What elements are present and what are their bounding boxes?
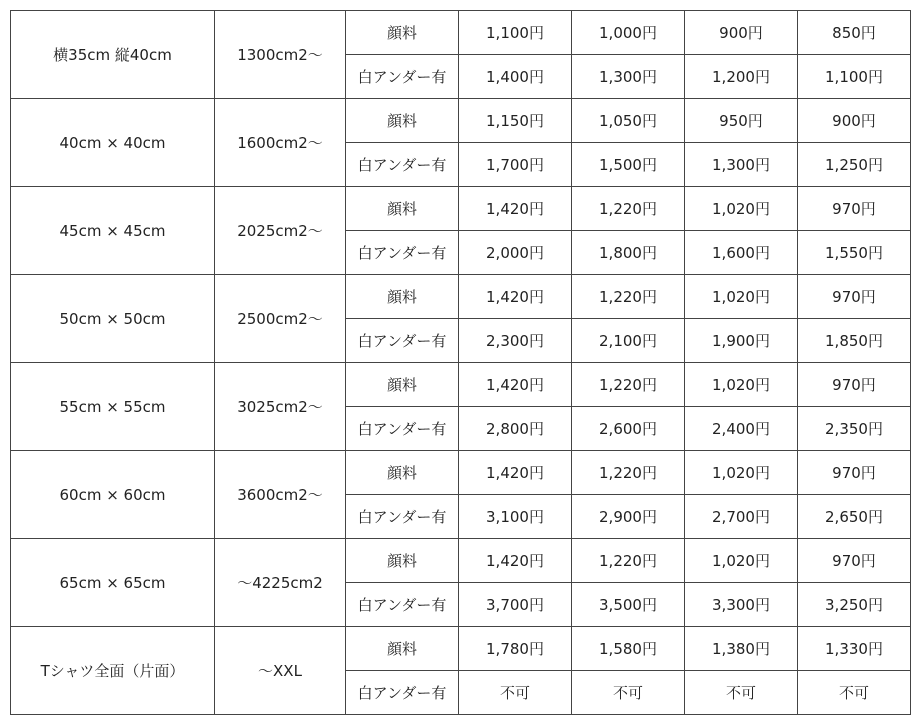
price-cell: 2,650円	[798, 495, 911, 539]
area-cell: 1300cm2〜	[215, 11, 346, 99]
price-cell: 1,420円	[459, 539, 572, 583]
price-cell: 1,020円	[685, 539, 798, 583]
price-cell: 1,020円	[685, 187, 798, 231]
price-cell: 3,100円	[459, 495, 572, 539]
ink-type-cell: 顔料	[346, 275, 459, 319]
table-row-pigment	[11, 11, 911, 55]
price-cell: 1,220円	[572, 187, 685, 231]
price-cell: 1,800円	[572, 231, 685, 275]
price-cell: 1,420円	[459, 275, 572, 319]
price-cell: 1,700円	[459, 143, 572, 187]
price-cell: 1,220円	[572, 275, 685, 319]
table-row-pigment	[11, 99, 911, 143]
price-cell: 3,700円	[459, 583, 572, 627]
price-cell: 1,020円	[685, 275, 798, 319]
ink-type-cell: 白アンダー有	[346, 583, 459, 627]
area-cell: 2500cm2〜	[215, 275, 346, 363]
price-cell: 2,800円	[459, 407, 572, 451]
ink-type-cell: 顔料	[346, 11, 459, 55]
table-row-pigment	[11, 187, 911, 231]
ink-type-cell: 顔料	[346, 363, 459, 407]
ink-type-cell: 顔料	[346, 539, 459, 583]
price-cell: 1,780円	[459, 627, 572, 671]
size-cell: 横35cm 縦40cm	[11, 11, 215, 99]
price-cell: 1,020円	[685, 363, 798, 407]
area-cell: 2025cm2〜	[215, 187, 346, 275]
price-cell: 3,500円	[572, 583, 685, 627]
price-cell: 950円	[685, 99, 798, 143]
price-cell: 不可	[572, 671, 685, 715]
price-cell: 1,420円	[459, 451, 572, 495]
price-cell: 1,220円	[572, 363, 685, 407]
size-cell: 45cm × 45cm	[11, 187, 215, 275]
price-table-body	[11, 11, 911, 715]
price-cell: 1,850円	[798, 319, 911, 363]
table-row-pigment	[11, 363, 911, 407]
area-cell: 3600cm2〜	[215, 451, 346, 539]
price-cell: 2,400円	[685, 407, 798, 451]
price-cell: 850円	[798, 11, 911, 55]
price-table	[10, 10, 911, 715]
table-row-pigment	[11, 627, 911, 671]
ink-type-cell: 白アンダー有	[346, 671, 459, 715]
price-cell: 900円	[798, 99, 911, 143]
size-cell: Tシャツ全面（片面）	[11, 627, 215, 715]
ink-type-cell: 顔料	[346, 451, 459, 495]
size-cell: 60cm × 60cm	[11, 451, 215, 539]
area-cell: 1600cm2〜	[215, 99, 346, 187]
price-cell: 不可	[685, 671, 798, 715]
price-cell: 1,300円	[685, 143, 798, 187]
price-cell: 1,020円	[685, 451, 798, 495]
price-cell: 1,220円	[572, 451, 685, 495]
price-cell: 1,000円	[572, 11, 685, 55]
price-cell: 1,250円	[798, 143, 911, 187]
price-cell: 1,150円	[459, 99, 572, 143]
ink-type-cell: 白アンダー有	[346, 231, 459, 275]
price-cell: 2,000円	[459, 231, 572, 275]
price-cell: 970円	[798, 187, 911, 231]
price-cell: 970円	[798, 539, 911, 583]
price-cell: 不可	[798, 671, 911, 715]
ink-type-cell: 白アンダー有	[346, 319, 459, 363]
size-cell: 50cm × 50cm	[11, 275, 215, 363]
price-cell: 970円	[798, 451, 911, 495]
price-cell: 1,420円	[459, 363, 572, 407]
table-row-pigment	[11, 275, 911, 319]
ink-type-cell: 白アンダー有	[346, 143, 459, 187]
price-cell: 2,900円	[572, 495, 685, 539]
price-cell: 1,400円	[459, 55, 572, 99]
table-row-pigment	[11, 451, 911, 495]
price-cell: 不可	[459, 671, 572, 715]
price-cell: 1,220円	[572, 539, 685, 583]
ink-type-cell: 顔料	[346, 627, 459, 671]
area-cell: 〜XXL	[215, 627, 346, 715]
price-cell: 1,420円	[459, 187, 572, 231]
price-cell: 1,100円	[459, 11, 572, 55]
price-cell: 900円	[685, 11, 798, 55]
price-cell: 2,350円	[798, 407, 911, 451]
price-cell: 1,300円	[572, 55, 685, 99]
price-cell: 1,100円	[798, 55, 911, 99]
price-cell: 3,250円	[798, 583, 911, 627]
size-cell: 65cm × 65cm	[11, 539, 215, 627]
price-cell: 3,300円	[685, 583, 798, 627]
table-row-pigment	[11, 539, 911, 583]
price-cell: 1,580円	[572, 627, 685, 671]
price-cell: 1,600円	[685, 231, 798, 275]
price-cell: 2,100円	[572, 319, 685, 363]
price-cell: 970円	[798, 275, 911, 319]
price-cell: 1,900円	[685, 319, 798, 363]
price-cell: 1,380円	[685, 627, 798, 671]
area-cell: 〜4225cm2	[215, 539, 346, 627]
price-cell: 970円	[798, 363, 911, 407]
size-cell: 55cm × 55cm	[11, 363, 215, 451]
ink-type-cell: 顔料	[346, 99, 459, 143]
price-cell: 1,330円	[798, 627, 911, 671]
price-cell: 1,050円	[572, 99, 685, 143]
price-cell: 1,200円	[685, 55, 798, 99]
price-cell: 2,300円	[459, 319, 572, 363]
price-cell: 1,500円	[572, 143, 685, 187]
size-cell: 40cm × 40cm	[11, 99, 215, 187]
ink-type-cell: 白アンダー有	[346, 495, 459, 539]
price-cell: 2,700円	[685, 495, 798, 539]
ink-type-cell: 白アンダー有	[346, 407, 459, 451]
area-cell: 3025cm2〜	[215, 363, 346, 451]
ink-type-cell: 白アンダー有	[346, 55, 459, 99]
price-cell: 1,550円	[798, 231, 911, 275]
price-cell: 2,600円	[572, 407, 685, 451]
ink-type-cell: 顔料	[346, 187, 459, 231]
